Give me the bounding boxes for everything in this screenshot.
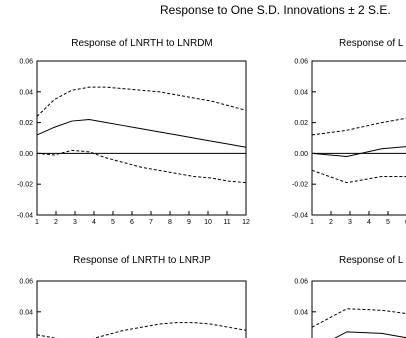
confidence-band-line	[312, 309, 406, 327]
x-tick-label: 5	[111, 219, 115, 226]
chart-panel-1	[17, 38, 250, 226]
x-tick-label: 1	[35, 219, 39, 226]
x-tick-label: 3	[73, 219, 77, 226]
x-tick-label: 4	[367, 219, 371, 226]
confidence-band-line	[37, 323, 246, 338]
y-tick-label: 0.06	[19, 278, 33, 286]
y-tick-label: 0.04	[19, 309, 33, 317]
impulse-response-line	[312, 146, 406, 157]
x-tick-label: 3	[348, 219, 352, 226]
impulse-response-line	[37, 120, 246, 148]
chart-panel-2	[292, 38, 406, 226]
confidence-band-line	[37, 150, 246, 182]
x-tick-label: 4	[92, 219, 96, 226]
x-tick-label: 11	[223, 219, 231, 226]
y-tick-label: -0.02	[17, 181, 33, 189]
x-tick-label: 6	[130, 219, 134, 226]
y-tick-label: 0.06	[294, 58, 308, 66]
chart-title-4: Response of L	[339, 255, 404, 266]
chart-title-3: Response of LNRTH to LNRJP	[73, 255, 211, 266]
x-tick-label: 10	[204, 219, 212, 226]
chart-title-1: Response of LNRTH to LNRDM	[71, 38, 213, 49]
y-tick-label: 0.04	[294, 309, 308, 317]
y-tick-label: 0.04	[294, 89, 308, 97]
figure-title: Response to One S.D. Innovations ± 2 S.E.	[160, 3, 391, 17]
chart-panel-4	[294, 255, 406, 338]
y-tick-label: 0.02	[294, 120, 308, 128]
x-tick-label: 2	[329, 219, 333, 226]
y-tick-label: 0.06	[294, 278, 308, 286]
y-tick-label: -0.02	[292, 181, 308, 189]
confidence-band-line	[312, 170, 406, 182]
x-tick-label: 1	[310, 219, 314, 226]
y-tick-label: -0.04	[17, 212, 33, 220]
x-tick-label: 5	[386, 219, 390, 226]
y-tick-label: -0.04	[292, 212, 308, 220]
impulse-response-line	[312, 332, 406, 338]
plot-frame	[312, 61, 406, 215]
x-tick-label: 8	[168, 219, 172, 226]
y-tick-label: 0.00	[19, 150, 33, 158]
y-tick-label: 0.06	[19, 58, 33, 66]
x-tick-label: 7	[149, 219, 153, 226]
y-tick-label: 0.04	[19, 89, 33, 97]
x-tick-label: 2	[54, 219, 58, 226]
plot-frame	[37, 61, 246, 215]
y-tick-label: 0.00	[294, 150, 308, 158]
chart-title-2: Response of L	[339, 38, 404, 49]
x-tick-label: 9	[187, 219, 191, 226]
y-tick-label: 0.02	[19, 120, 33, 128]
confidence-band-line	[312, 110, 406, 135]
x-tick-label: 12	[242, 219, 250, 226]
confidence-band-line	[37, 87, 246, 116]
plot-frame	[37, 281, 246, 338]
chart-panel-3	[19, 255, 246, 338]
